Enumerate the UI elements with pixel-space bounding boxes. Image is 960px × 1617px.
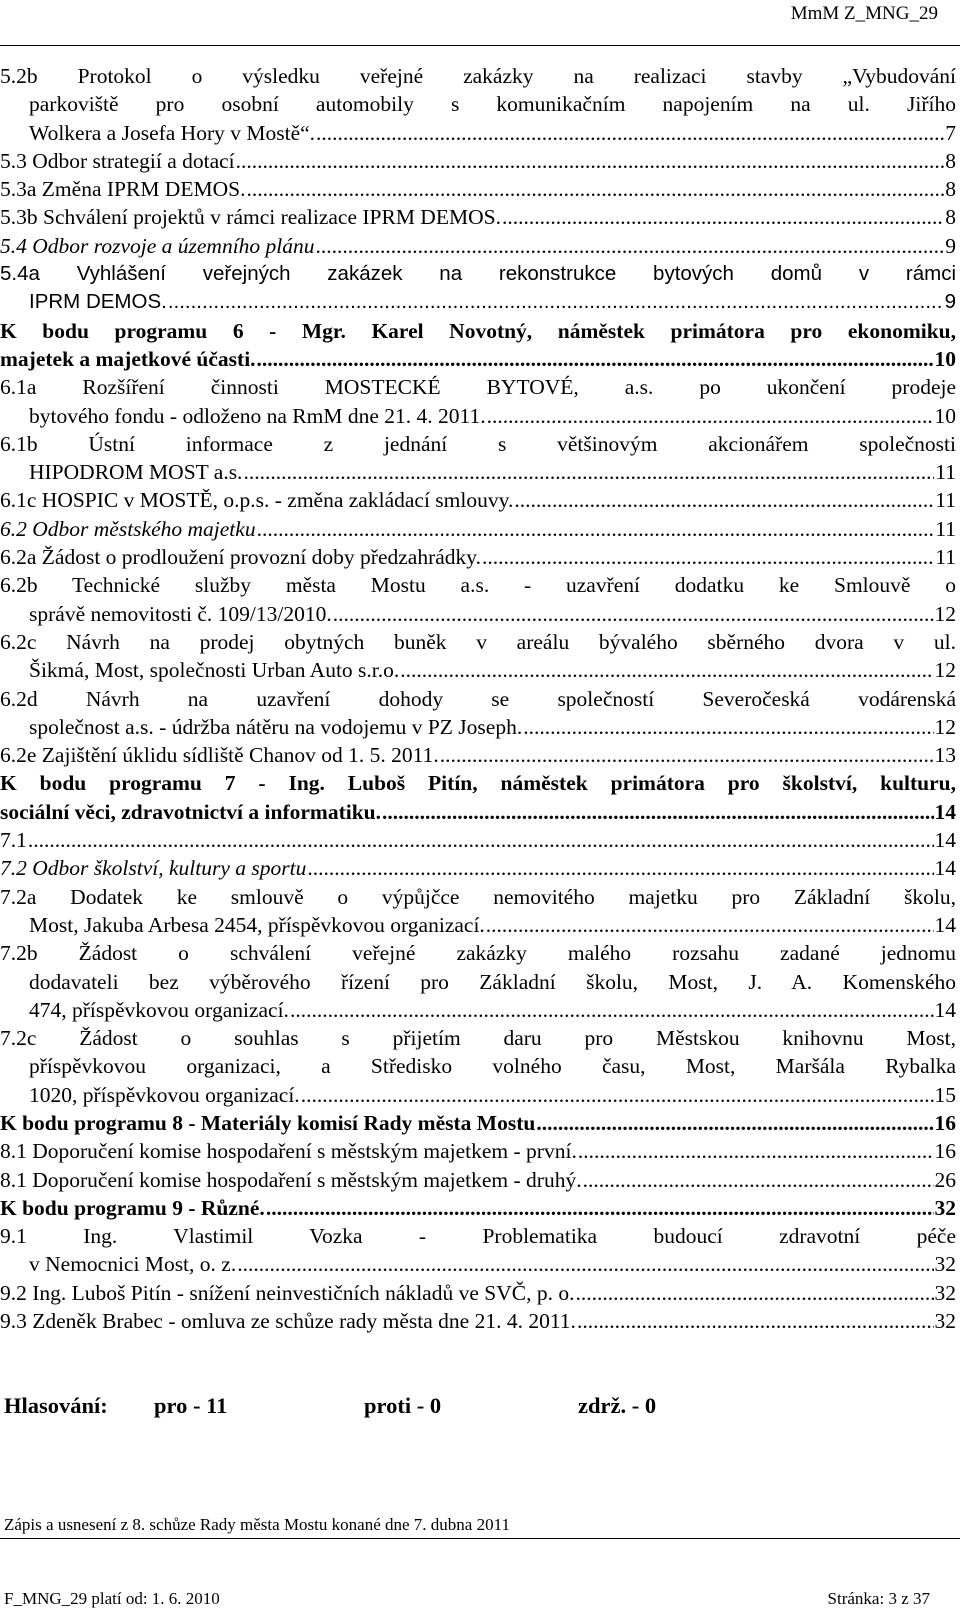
toc-entry-text: 9.3 Zdeněk Brabec - omluva ze schůze rady města dne 21. 4. 2011. xyxy=(0,1309,576,1334)
dot-leader xyxy=(440,741,934,769)
toc-entry[interactable] xyxy=(0,883,958,940)
toc-entry[interactable] xyxy=(0,175,958,203)
toc-page-number: 10 xyxy=(934,403,956,428)
dot-leader xyxy=(243,458,934,486)
toc-entry-text: Most, Jakuba Arbesa 2454, příspěvkovou organizací. xyxy=(29,912,485,937)
toc-page-number: 10 xyxy=(934,346,956,371)
toc-entry-text: K bodu programu 8 - Materiály komisí Rady města Mostu xyxy=(0,1110,536,1135)
toc-entry[interactable] xyxy=(0,571,958,628)
toc-entry[interactable] xyxy=(0,373,958,430)
dot-leader xyxy=(577,1307,934,1335)
toc-entry[interactable] xyxy=(0,1109,958,1137)
toc-page-number: 16 xyxy=(934,1139,956,1164)
toc-entry-text: 6.1c HOSPIC v MOSTĚ, o.p.s. - změna zakládací smlouvy. xyxy=(0,488,514,513)
toc-page-number: 8 xyxy=(945,177,956,202)
dot-leader xyxy=(28,826,934,854)
toc-page-number: 13 xyxy=(934,743,956,768)
toc-page-number: 11 xyxy=(935,545,956,570)
toc-entry-text: 9.1 Ing. Vlastimil Vozka - Problematika budoucí zdravotní péče xyxy=(0,1224,956,1249)
toc-entry-text: sociální věci, zdravotnictví a informatiku. xyxy=(0,799,381,824)
toc-entry[interactable] xyxy=(0,430,958,487)
toc-entry[interactable] xyxy=(0,232,958,260)
toc-page-number: 12 xyxy=(934,714,956,739)
toc-entry[interactable] xyxy=(0,543,958,571)
toc-entry[interactable] xyxy=(0,1279,958,1307)
toc-entry-text: 5.3a Změna IPRM DEMOS. xyxy=(0,177,246,202)
toc-entry-text: 7.2 Odbor školství, kultury a sportu xyxy=(0,856,307,881)
toc-entry-text: 5.3b Schválení projektů v rámci realizace IPRM DEMOS. xyxy=(0,205,501,230)
toc-entry-text: 7.2b Žádost o schválení veřejné zakázky malého rozsahu zadané jednomu xyxy=(0,941,956,966)
dot-leader xyxy=(486,911,934,939)
dot-leader xyxy=(536,1109,933,1137)
toc-entry-text: správě nemovitosti č. 109/13/2010. xyxy=(29,601,332,626)
toc-entry-text: 6.2b Technické služby města Mostu a.s. - uzavření dodatku ke Smlouvě o xyxy=(0,573,956,598)
toc-entry-text: 6.2 Odbor městského majetku xyxy=(0,516,256,541)
vote-for: pro - 11 xyxy=(154,1393,228,1418)
toc-entry[interactable] xyxy=(0,769,958,826)
toc-entry-text: K bodu programu 7 - Ing. Luboš Pitín, náměstek primátora pro školství, kulturu, xyxy=(0,771,956,796)
dot-leader xyxy=(290,996,934,1024)
toc-entry[interactable] xyxy=(0,1166,958,1194)
toc-entry[interactable] xyxy=(0,939,958,1024)
dot-leader xyxy=(575,1279,933,1307)
dot-leader xyxy=(307,854,933,882)
toc-page-number: 8 xyxy=(945,148,956,173)
toc-entry-text: 6.2a Žádost o prodloužení provozní doby předzahrádky. xyxy=(0,545,482,570)
dot-leader xyxy=(502,203,944,231)
dot-leader xyxy=(257,515,935,543)
toc-page-number: 32 xyxy=(934,1195,956,1220)
header-divider xyxy=(0,45,960,46)
toc-page-number: 14 xyxy=(934,912,956,937)
toc-entry[interactable] xyxy=(0,826,958,854)
voting-result xyxy=(4,1393,656,1419)
vote-abstain: zdrž. - 0 xyxy=(578,1393,657,1418)
dot-leader xyxy=(400,656,933,684)
footer-divider xyxy=(0,1538,960,1539)
dot-leader xyxy=(487,402,934,430)
toc-page-number: 12 xyxy=(934,601,956,626)
toc-page-number: 32 xyxy=(934,1252,956,1277)
toc-entry[interactable] xyxy=(0,1307,958,1335)
toc-entry-text: 8.1 Doporučení komise hospodaření s městským majetkem - druhý. xyxy=(0,1167,582,1192)
toc-page-number: 11 xyxy=(935,488,956,513)
toc-entry-text: 8.1 Doporučení komise hospodaření s městským majetkem - první. xyxy=(0,1139,577,1164)
toc-entry-text: 6.2d Návrh na uzavření dohody se společností Severočeská vodárenská xyxy=(0,686,956,711)
dot-leader xyxy=(236,147,945,175)
dot-leader xyxy=(168,288,944,316)
toc-entry-text: 6.2c Návrh na prodej obytných buněk v areálu bývalého sběrného dvora v ul. xyxy=(0,629,956,654)
toc-entry-text: 7.2a Dodatek ke smlouvě o výpůjčce nemovitého majetku pro Základní školu, xyxy=(0,884,956,909)
dot-leader xyxy=(266,1194,934,1222)
toc-entry[interactable] xyxy=(0,62,958,147)
footer-title: Zápis a usnesení z 8. schůze Rady města Mostu konané dne 7. dubna 2011 xyxy=(4,1515,510,1534)
dot-leader xyxy=(257,345,934,373)
footer-page-number: Stránka: 3 z 37 xyxy=(827,1589,930,1608)
toc-page-number: 12 xyxy=(934,658,956,683)
toc-page-number: 15 xyxy=(934,1082,956,1107)
dot-leader xyxy=(382,798,934,826)
toc-page-number: 32 xyxy=(934,1309,956,1334)
dot-leader xyxy=(482,543,934,571)
toc-page-number: 9 xyxy=(945,233,956,258)
toc-entry-text: 5.2b Protokol o výsledku veřejné zakázky na realizaci stavby „Vybudování xyxy=(0,64,956,88)
toc-entry-text: dodavateli bez výběrového řízení pro Základní školu, Most, J. A. Komenského xyxy=(29,969,956,994)
dot-leader xyxy=(316,119,944,147)
document-code: MmM Z_MNG_29 xyxy=(790,3,938,24)
dot-leader xyxy=(523,713,933,741)
dot-leader xyxy=(246,175,944,203)
toc-entry-text: 474, příspěvkovou organizací. xyxy=(29,997,289,1022)
toc-entry-text: 7.2c Žádost o souhlas s přijetím daru pro Městskou knihovnu Most, xyxy=(0,1026,956,1051)
toc-entry-text: 6.1a Rozšíření činnosti MOSTECKÉ BYTOVÉ, a.s. po ukončení prodeje xyxy=(0,375,956,400)
toc-entry[interactable] xyxy=(0,1024,958,1109)
toc-entry-text: Wolkera a Josefa Hory v Mostě“. xyxy=(29,120,316,145)
toc-entry-text: 6.2e Zajištění úklidu sídliště Chanov od 1. 5. 2011. xyxy=(0,743,439,768)
toc-page-number: 9 xyxy=(944,290,956,314)
toc-entry-text: Šikmá, Most, společnosti Urban Auto s.r.o. xyxy=(29,658,400,683)
toc-entry-text: IPRM DEMOS. xyxy=(29,290,167,314)
dot-leader xyxy=(316,232,945,260)
toc-entry[interactable] xyxy=(0,1222,958,1279)
toc-entry[interactable] xyxy=(0,1137,958,1165)
toc-entry-text: K bodu programu 9 - Různé. xyxy=(0,1195,265,1220)
toc-page-number: 26 xyxy=(934,1167,956,1192)
toc-page-number: 32 xyxy=(934,1280,956,1305)
toc-entry[interactable] xyxy=(0,628,958,685)
toc-entry[interactable] xyxy=(0,685,958,742)
toc-page-number: 14 xyxy=(934,799,956,824)
toc-entry-text: HIPODROM MOST a.s. xyxy=(29,460,243,485)
toc-entry-text: parkoviště pro osobní automobily s komunikačním napojením na ul. Jiřího xyxy=(29,92,956,117)
dot-leader xyxy=(514,486,934,514)
vote-label: Hlasování: xyxy=(4,1393,108,1418)
toc-entry-text: společnost a.s. - údržba nátěru na vodojemu v PZ Joseph. xyxy=(29,714,523,739)
toc-entry-text: 7.1 xyxy=(0,828,27,853)
toc-page-number: 8 xyxy=(945,205,956,230)
toc-page-number: 14 xyxy=(934,856,956,881)
dot-leader xyxy=(583,1166,934,1194)
dot-leader xyxy=(333,600,934,628)
toc-entry-text: 5.4a Vyhlášení veřejných zakázek na rekonstrukce bytových domů v rámci xyxy=(0,262,956,286)
toc-page-number: 11 xyxy=(935,460,956,485)
vote-against: proti - 0 xyxy=(364,1393,442,1418)
toc-entry[interactable] xyxy=(0,486,958,514)
toc-page-number: 11 xyxy=(935,516,956,541)
toc-entry[interactable] xyxy=(0,741,958,769)
toc-page-number: 7 xyxy=(945,120,956,145)
dot-leader xyxy=(578,1137,934,1165)
toc-entry[interactable] xyxy=(0,203,958,231)
toc-entry[interactable] xyxy=(0,147,958,175)
toc-entry-text: 5.3 Odbor strategií a dotací xyxy=(0,148,235,173)
toc-page-number: 16 xyxy=(934,1110,956,1135)
dot-leader xyxy=(237,1250,933,1278)
footer-form-id: F_MNG_29 platí od: 1. 6. 2010 xyxy=(4,1589,220,1608)
toc-entry[interactable] xyxy=(0,260,958,317)
toc-entry-text: bytového fondu - odloženo na RmM dne 21. 4. 2011. xyxy=(29,403,486,428)
toc-entry[interactable] xyxy=(0,317,958,374)
toc-entry-text: v Nemocnici Most, o. z. xyxy=(29,1252,237,1277)
toc-entry-text: K bodu programu 6 - Mgr. Karel Novotný, náměstek primátora pro ekonomiku, xyxy=(0,318,956,343)
toc-entry-text: 6.1b Ústní informace z jednání s většinovým akcionářem společnosti xyxy=(0,431,956,456)
toc-entry[interactable] xyxy=(0,515,958,543)
toc-entry-text: 1020, příspěvkovou organizací. xyxy=(29,1082,300,1107)
toc-page-number: 14 xyxy=(934,828,956,853)
toc-entry-text: příspěvkovou organizaci, a Středisko volného času, Most, Maršála Rybalka xyxy=(29,1054,956,1079)
toc-page-number: 14 xyxy=(934,997,956,1022)
toc-entry[interactable] xyxy=(0,854,958,882)
toc-entry-text: majetek a majetkové účasti. xyxy=(0,346,256,371)
table-of-contents xyxy=(0,62,958,1335)
toc-entry-text: 9.2 Ing. Luboš Pitín - snížení neinvestičních nákladů ve SVČ, p. o. xyxy=(0,1280,575,1305)
dot-leader xyxy=(301,1081,934,1109)
toc-entry-text: 5.4 Odbor rozvoje a územního plánu xyxy=(0,233,315,258)
toc-entry[interactable] xyxy=(0,1194,958,1222)
